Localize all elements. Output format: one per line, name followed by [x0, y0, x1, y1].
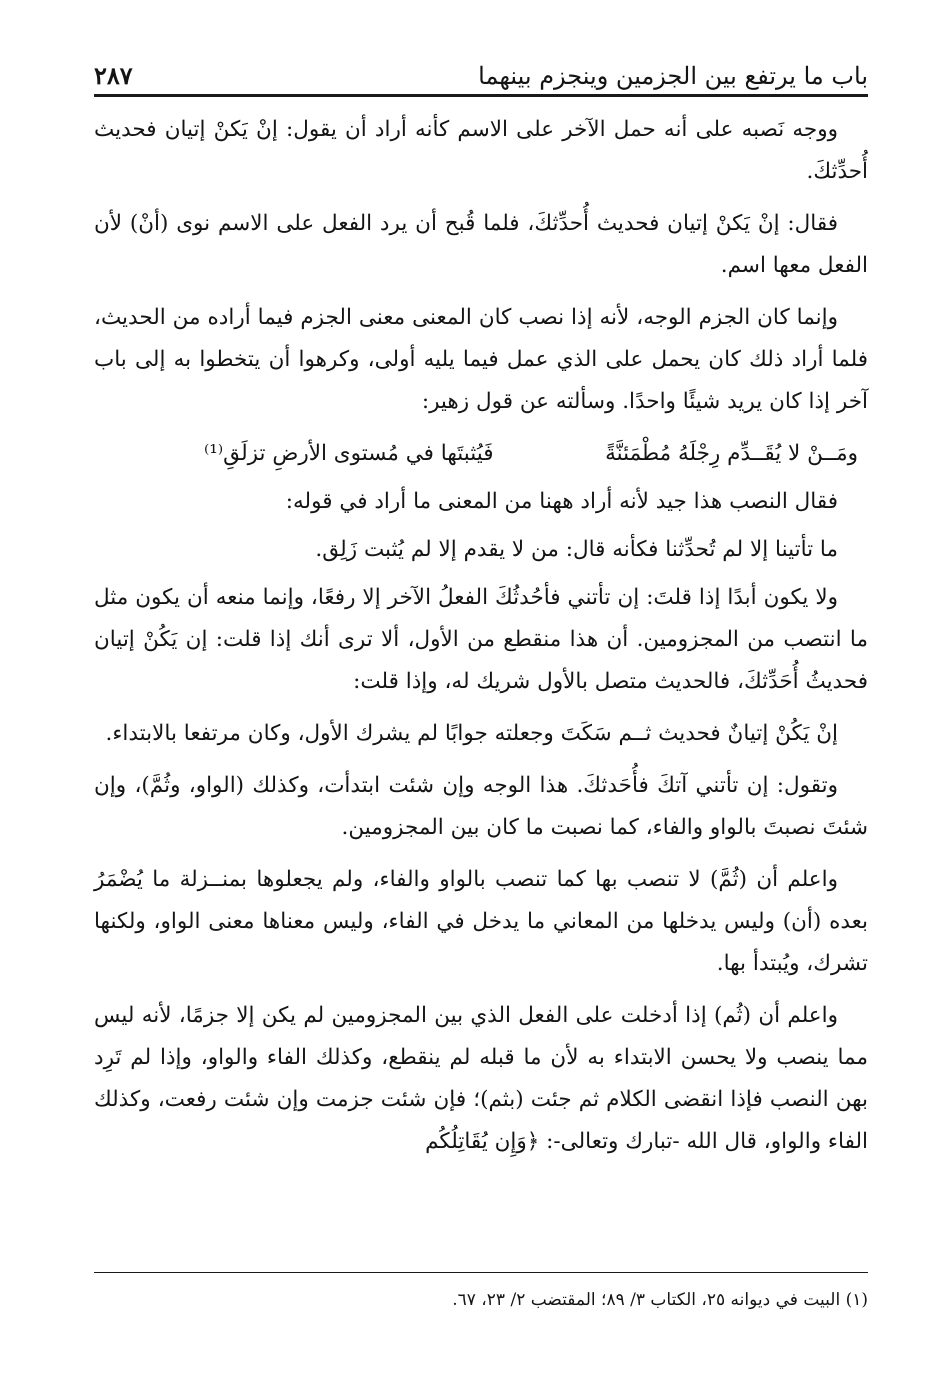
paragraph: ما تأتينا إلا لم تُحدِّثنا فكأنه قال: من لا يقدم إلا لم يُثبت زَلِق. — [315, 537, 838, 562]
page — [94, 42, 868, 1173]
paragraph: فقال: إنْ يَكنْ إتيان فحديث أُحدِّثكَ، فلما قُبح أن يرد الفعل على الاسم نوى (أنْ) لأن الفعل معها اسم. — [94, 211, 868, 278]
page-number: ٢٨٧ — [94, 61, 133, 90]
verse-first-hemistich: ومَــنْ لا يُقَــدِّم رِجْلَهُ مُطْمَئنَّةً — [605, 441, 858, 466]
running-header — [94, 42, 868, 97]
footnote: (١) البيت في ديوانه ٢٥، الكتاب ٣/ ٨٩؛ المقتضب ٢/ ٢٣، ٦٧. — [452, 1290, 868, 1310]
main-text — [94, 109, 868, 1163]
paragraph: وإنما كان الجزم الوجه، لأنه إذا نصب كان المعنى معنى الجزم فيما أراده من الحديث، فلما أراد ذلك كان يحمل على الذي عمل فيما يليه أولى، وكرهوا أن يتخطوا به إلى باب آخر إذا كان يريد شيئًا واحدًا. وسألته عن قول زهير: — [94, 305, 868, 414]
footnote-separator — [94, 1272, 868, 1273]
poetry-verse — [94, 433, 868, 475]
verse-second-hemistich: فَيُثبتَها في مُستوى الأرضِ تزلَقِ⁽¹⁾ — [204, 441, 494, 466]
paragraph: فقال النصب هذا جيد لأنه أراد ههنا من المعنى ما أراد في قوله: — [285, 489, 838, 514]
paragraph: إنْ يَكُنْ إتيانٌ فحديث ثــم سَكَتَ وجعلته جوابًا لم يشرك الأول، وكان مرتفعا بالابتداء. — [105, 721, 838, 746]
paragraph: ووجه نَصبه على أنه حمل الآخر على الاسم كأنه أراد أن يقول: إنْ يَكنْ إتيان فحديث أُحدِّثكَ. — [94, 117, 868, 184]
paragraph: واعلم أن (ثُمَّ) لا تنصب بها كما تنصب بالواو والفاء، ولم يجعلوها بمنــزلة ما يُضْمَرُ بعده (أن) وليس يدخلها من المعاني ما يدخل في الفاء، وليس معناها معنى الواو، ولكنها تشرك، ويُبتدأ بها. — [94, 867, 868, 976]
paragraph: ولا يكون أبدًا إذا قلتَ: إن تأتني فأحُدثُكَ الفعلُ الآخر إلا رفعًا، وإنما منعه أن يكون مثل ما انتصب من المجزومين. أن هذا منقطع من الأول، ألا ترى أنك إذا قلت: إن يَكُنْ إتيان فحديثُ أُحَدِّثكَ، فالحديث متصل بالأول شريك له، وإذا قلت: — [94, 585, 868, 694]
paragraph: وتقول: إن تأتني آتكَ فأُحَدثكَ. هذا الوجه وإن شئت ابتدأت، وكذلك (الواو، وثُمَّ)، وإن شئتَ نصبتَ بالواو والفاء، كما نصبت ما كان بين المجزومين. — [94, 773, 868, 840]
paragraph: واعلم أن (ثُم) إذا أدخلت على الفعل الذي بين المجزومين لم يكن إلا جزمًا، لأنه ليس مما ينصب ولا يحسن الابتداء به لأن ما قبله لم ينقطع، وكذلك الفاء والواو، وإذا لم تَرِد بهن النصب فإذا انقضى الكلام ثم جئت (بثم)؛ فإن شئت جزمت وإن شئت رفعت، وكذلك الفاء والواو، قال الله -تبارك وتعالى-: ﴿وَإِن يُقَاتِلُكُم — [94, 1003, 868, 1154]
chapter-title: باب ما يرتفع بين الجزمين وينجزم بينهما — [478, 62, 868, 90]
